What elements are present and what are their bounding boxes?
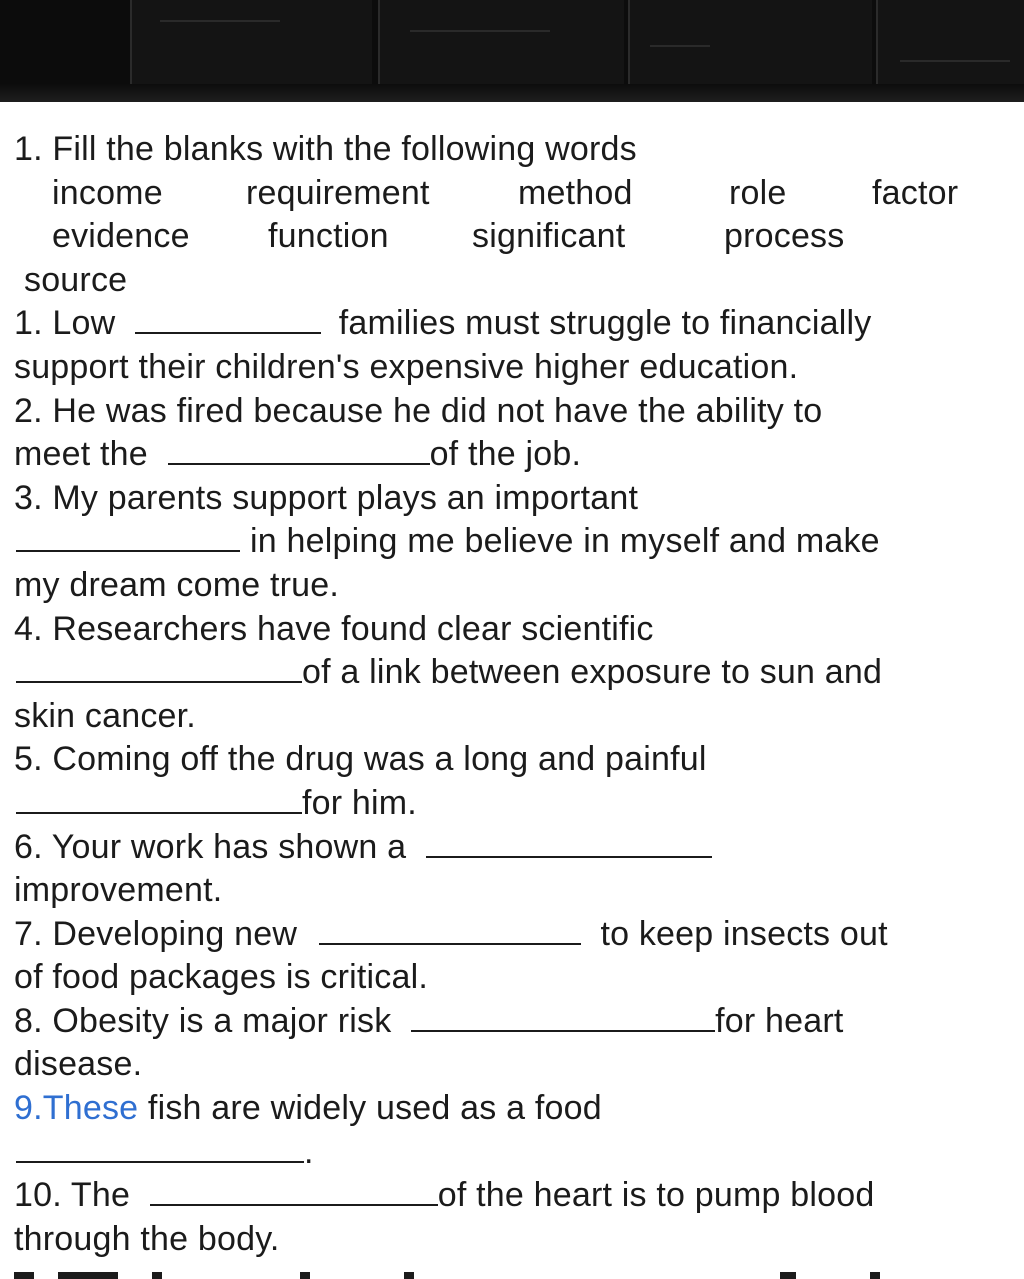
answer-blank-6[interactable] [426,826,712,858]
cut-off-glyph [58,1272,118,1279]
word-significant: significant [472,217,626,256]
question-10-line-1 [14,1174,1014,1218]
question-6-line-2: improvement. [14,871,223,910]
question-8-line-2: disease. [14,1045,143,1084]
question-7-text: 7. Developing new [14,914,298,953]
answer-blank-8[interactable] [411,1000,715,1032]
question-5-text: for him. [302,783,417,822]
question-9-period: . [304,1132,314,1171]
word-source: source [24,260,128,299]
question-2-text: of the job. [429,435,582,474]
word-factor: factor [872,173,959,212]
cut-off-glyph [14,1272,34,1279]
top-strip-mark [650,45,710,47]
answer-blank-3[interactable] [16,520,240,552]
question-8-text: 8. Obesity is a major risk [14,1001,392,1040]
question-1-text: 1. Low [14,304,116,343]
question-9-line-1 [14,1087,1014,1131]
cut-off-glyph [404,1272,414,1279]
word-requirement: requirement [246,173,430,212]
cut-off-glyph [870,1272,880,1279]
worksheet [14,128,1014,1261]
top-strip-mark [410,30,550,32]
question-4-line-1: 4. Researchers have found clear scientific [14,609,654,648]
word-process: process [724,217,845,256]
question-9-text: fish are widely used as a food [147,1089,602,1128]
top-strip-mark [160,20,280,22]
word-bank-row-3 [14,259,1014,303]
question-5-line-2 [14,782,1014,826]
cut-off-glyph [152,1272,162,1279]
cut-off-next-line [0,1268,1024,1279]
answer-blank-7[interactable] [319,913,581,945]
question-3-line-3: my dream come true. [14,565,340,604]
answer-blank-10[interactable] [150,1174,438,1206]
question-2-line-1: 2. He was fired because he did not have the ability to [14,391,823,430]
question-7-text: to keep insects out [600,914,888,953]
answer-blank-4[interactable] [16,651,302,683]
question-10-text: 10. The [14,1176,131,1215]
question-6-text: 6. Your work has shown a [14,827,407,866]
cut-off-glyph [300,1272,310,1279]
question-10-text: of the heart is to pump blood [437,1176,875,1215]
cut-off-glyph [780,1272,796,1279]
question-4-line-2 [14,651,1014,695]
word-method: method [518,173,633,212]
word-evidence: evidence [52,217,190,256]
question-2-line-2 [14,433,1014,477]
question-7-line-2: of food packages is critical. [14,958,428,997]
answer-blank-5[interactable] [16,782,302,814]
question-9-number: 9.These [14,1089,139,1128]
question-9-line-2 [14,1131,1014,1175]
question-8-text: for heart [715,1001,844,1040]
question-4-line-3: skin cancer. [14,696,196,735]
answer-blank-9[interactable] [16,1131,304,1163]
question-1-line-2: support their children's expensive higher education. [14,347,799,386]
word-income: income [52,173,163,212]
question-6-line-1 [14,826,1014,870]
top-strip-shadow [0,84,1024,102]
question-4-text: of a link between exposure to sun and [302,653,883,692]
top-strip-mark [900,60,1010,62]
answer-blank-1[interactable] [135,302,321,334]
word-bank-row-1 [14,172,1014,216]
question-2-text: meet the [14,435,148,474]
word-role: role [729,173,787,212]
question-8-line-1 [14,1000,1014,1044]
word-function: function [268,217,389,256]
question-1-text: families must struggle to financially [338,304,872,343]
question-3-line-2 [14,520,1014,564]
question-5-line-1: 5. Coming off the drug was a long and painful [14,740,707,779]
exercise-title: 1. Fill the blanks with the following words [14,130,637,168]
question-3-text: in helping me believe in myself and make [250,522,880,561]
question-7-line-1 [14,913,1014,957]
top-screenshot-strip [0,0,1024,102]
word-bank-row-2 [14,215,1014,259]
question-3-line-1: 3. My parents support plays an important [14,478,639,517]
answer-blank-2[interactable] [168,433,430,465]
question-10-line-2: through the body. [14,1219,280,1258]
question-1-line-1 [14,302,1014,346]
